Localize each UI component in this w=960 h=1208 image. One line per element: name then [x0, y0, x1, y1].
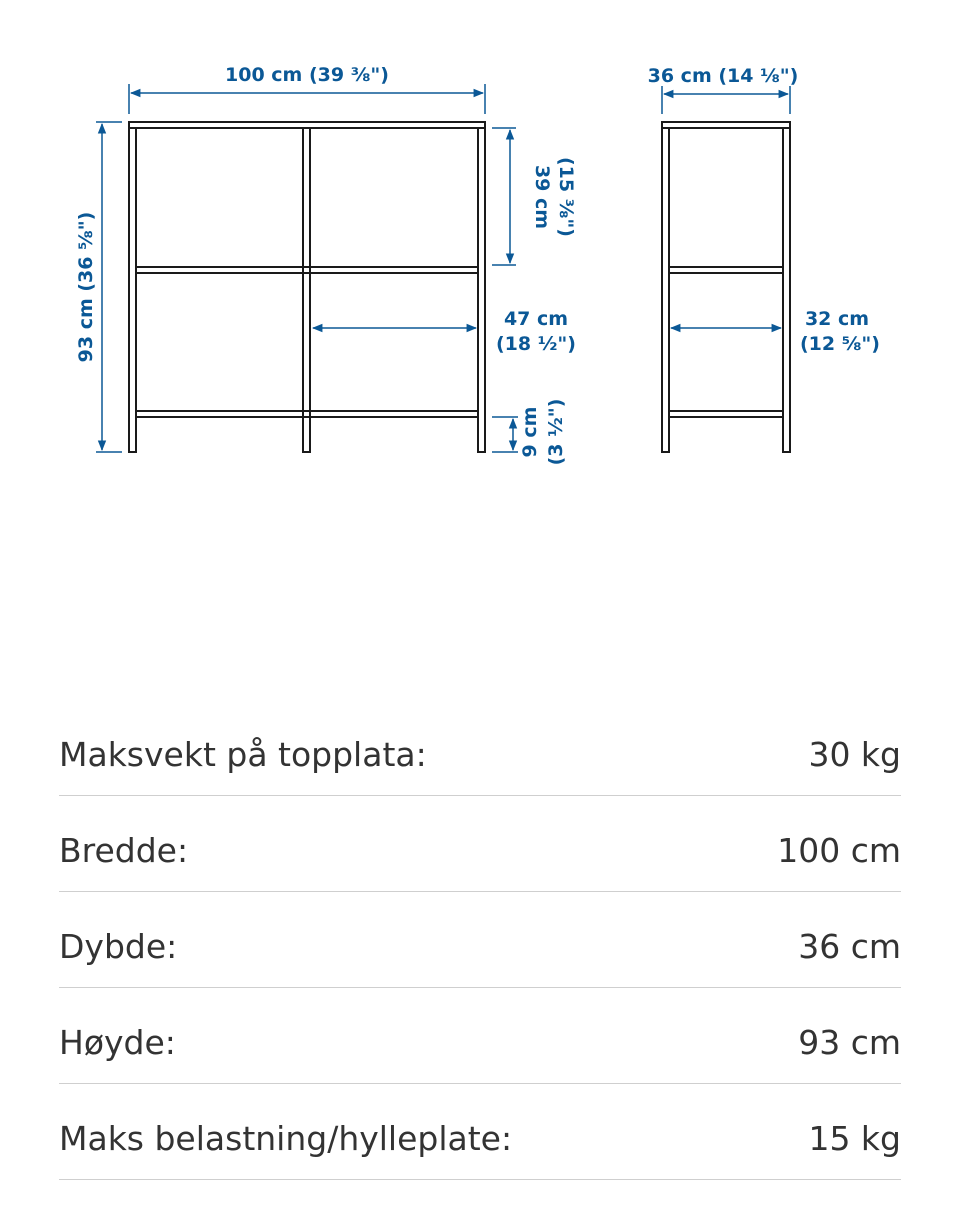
inner-width-in: (18 ½")	[496, 333, 576, 355]
spec-label: Høyde:	[59, 1023, 176, 1062]
upper-compartment-cm: 39 cm	[531, 164, 553, 230]
spec-row-max-weight-top	[59, 700, 901, 796]
spec-value: 30 kg	[808, 735, 901, 774]
spec-label: Dybde:	[59, 927, 178, 966]
spec-label: Maksvekt på topplata:	[59, 735, 427, 774]
spec-label: Bredde:	[59, 831, 189, 870]
side-depth-dimension	[662, 86, 790, 114]
spec-row-height	[59, 988, 901, 1084]
front-width-dimension	[129, 84, 485, 114]
inner-width-cm: 47 cm	[503, 308, 569, 330]
spec-value: 93 cm	[798, 1023, 901, 1062]
leg-height-dimension	[492, 417, 518, 452]
spec-value: 36 cm	[798, 927, 901, 966]
leg-height-in: (3 ½")	[545, 398, 567, 466]
inner-depth-cm: 32 cm	[804, 308, 870, 330]
total-height-dimension	[96, 122, 122, 452]
upper-compartment-dimension	[492, 128, 516, 265]
dimension-diagram	[0, 0, 960, 520]
spec-row-width	[59, 796, 901, 892]
total-height-label: 93 cm (36 ⅝")	[75, 211, 97, 363]
spec-row-depth	[59, 892, 901, 988]
specifications-list	[59, 700, 901, 1180]
spec-value: 100 cm	[777, 831, 901, 870]
leg-height-cm: 9 cm	[519, 406, 541, 458]
spec-value: 15 kg	[808, 1119, 901, 1158]
inner-depth-in: (12 ⅝")	[800, 333, 880, 355]
front-view-shelf	[129, 122, 485, 452]
front-width-label: 100 cm (39 ⅜")	[225, 64, 389, 86]
side-depth-label: 36 cm (14 ⅛")	[647, 65, 799, 87]
side-view-shelf	[662, 122, 790, 452]
spec-row-max-load-shelf	[59, 1084, 901, 1180]
spec-label: Maks belastning/hylleplate:	[59, 1119, 513, 1158]
upper-compartment-in: (15 ⅜")	[555, 157, 577, 237]
